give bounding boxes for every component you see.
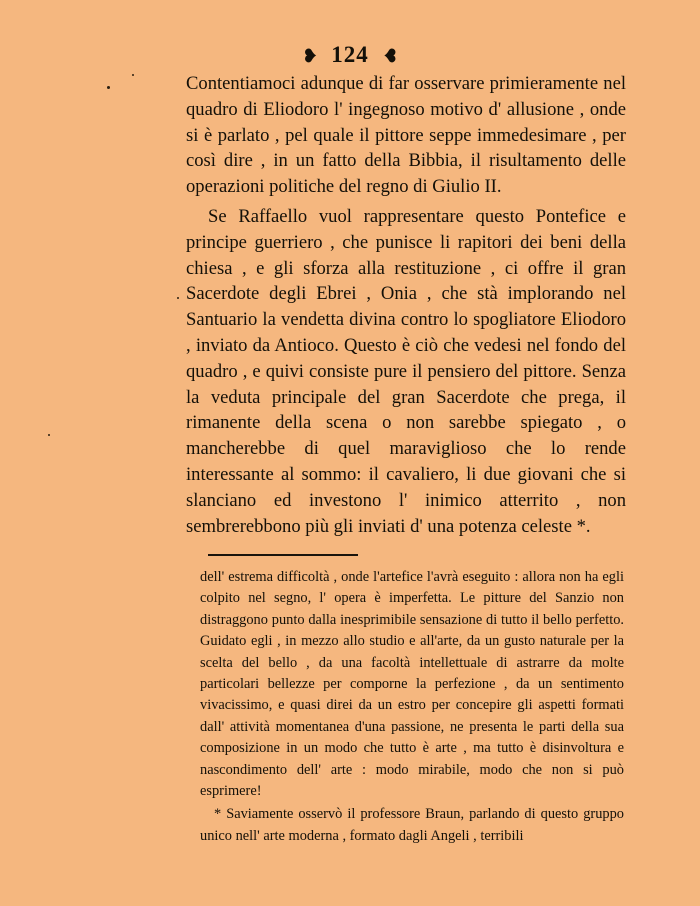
right-ornament: ❥ <box>381 46 398 67</box>
main-text <box>186 71 626 539</box>
ink-speck <box>48 434 50 436</box>
ink-speck <box>107 86 110 89</box>
footnote-continuation: dell' estrema difficoltà , onde l'artefice l'avrà eseguito : allora non ha egli colpito nel segno, l' opera è imperfetta. Le pitture del Sanzio non distraggono punto dalla inesprimibile sensazione di tutto il bello perfetto. Guidato egli , in mezzo allo studio e all'arte, da un gusto naturale per la scelta del bello , da una facoltà intellettuale di astrarre da molte particolari bellezze per comporne la perfezione , da un sentimento vivacissimo, e quasi direi da un estro per concepire gli aspetti formati dall' attività momentanea d'una passione, ne presenta le parti della sua composizione in un modo che tutto è arte , ma tutto è disinvoltura e nascondimento dell' arte : modo mirabile, modo che non si può esprimere! <box>200 569 624 800</box>
footnote: * Saviamente osservò il professore Braun, parlando di questo gruppo unico nell' arte moderna , formato dagli Angeli , terribili <box>200 806 624 844</box>
body-paragraph: Contentiamoci adunque di far osservare primieramente nel quadro di Eliodoro l' ingegnoso motivo d' allusione , onde si è parlato , pel quale il pittore seppe immedesimare , per così dire , in un fatto della Bibbia, il risultamento delle operazioni politiche del regno di Giulio II. <box>186 73 626 198</box>
footnote-rule <box>208 554 358 556</box>
ink-speck <box>132 74 134 76</box>
footnotes <box>200 567 624 847</box>
page-number: 124 <box>331 42 369 67</box>
ink-speck <box>177 297 179 299</box>
left-ornament: ❥ <box>302 46 319 67</box>
page-header <box>0 42 700 68</box>
body-paragraph: Se Raffaello vuol rappresentare questo Pontefice e principe guerriero , che punisce li rapitori dei beni della chiesa , e gli sforza alla restituzione , ci offre il gran Sacerdote degli Ebrei , Onia , che stà implorando nel Santuario la vendetta divina contro lo spogliatore Eliodoro , inviato da Antioco. Questo è ciò che vedesi nel fondo del quadro , e quivi consiste pure il pensiero del pittore. Senza la veduta principale del gran Sacerdote che prega, il rimanente della scena o non sarebbe spiegato , o mancherebbe di quel maraviglioso che lo rende interessante al sommo: il cavaliero, li due giovani che si slanciano ed investono l' inimico atterrito , non sembrerebbono più gli inviati d' una potenza celeste *. <box>186 205 626 537</box>
